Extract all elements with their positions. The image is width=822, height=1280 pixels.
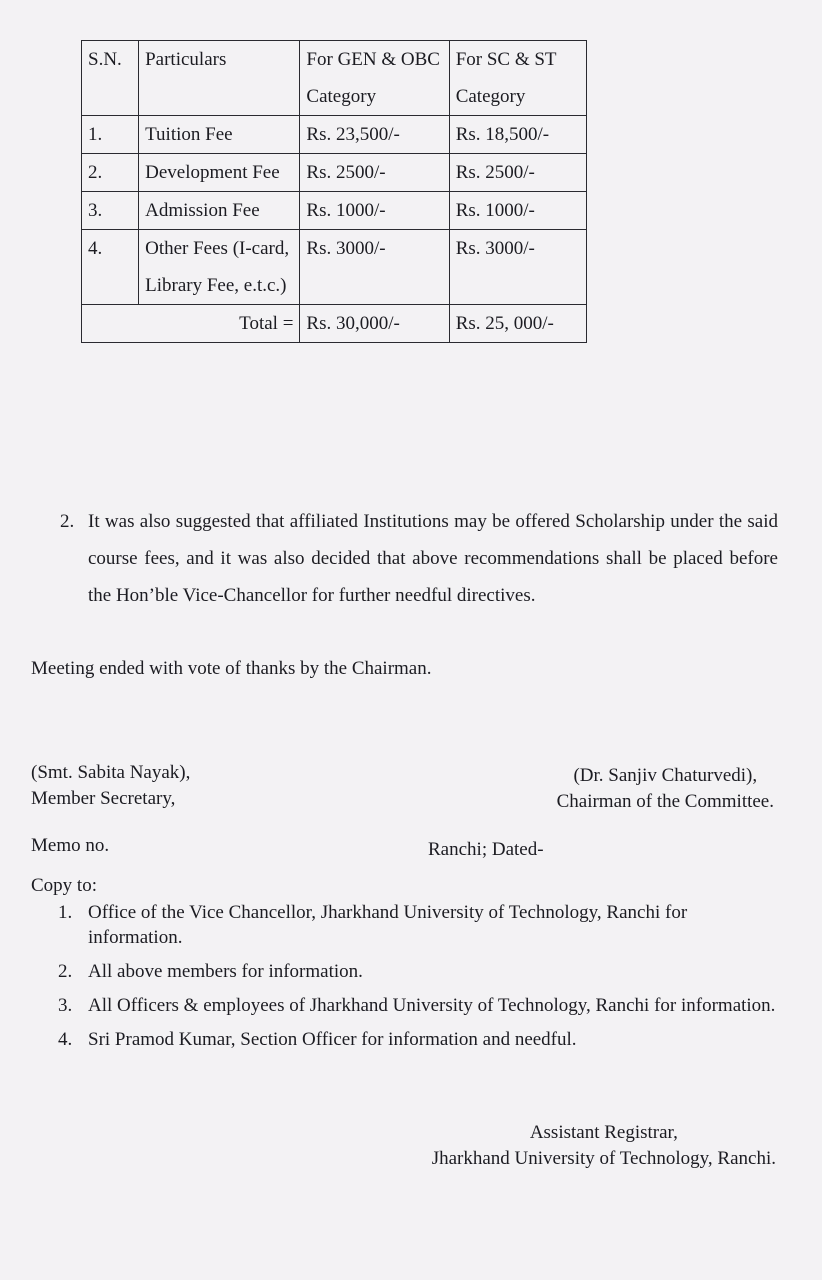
header-gen-obc: For GEN & OBC Category: [300, 41, 449, 116]
registrar-title: Assistant Registrar,: [529, 1122, 678, 1143]
list-item-number: 1.: [58, 902, 73, 923]
registrar-signature: [432, 1120, 776, 1172]
row-gen-obc: Rs. 1000/-: [300, 192, 449, 230]
list-item-text: Sri Pramod Kumar, Section Officer for information and needful.: [88, 1029, 577, 1050]
total-sc-st: Rs. 25, 000/-: [449, 305, 586, 343]
list-item-number: 3.: [58, 995, 73, 1016]
row-sn: 3.: [82, 192, 139, 230]
signatory-left-name: (Smt. Sabita Nayak),: [31, 762, 191, 783]
signatory-right-name: (Dr. Sanjiv Chaturvedi),: [573, 765, 758, 786]
point-text: It was also suggested that affiliated Institutions may be offered Scholarship under the said course fees, and it was also decided that above recommendations shall be placed before the Hon’ble Vice-Chancellor for further needful directives.: [88, 511, 778, 606]
memo-place-date: Ranchi; Dated-: [428, 839, 544, 860]
list-item: [58, 993, 778, 1018]
list-item-number: 4.: [58, 1029, 73, 1050]
header-sn: S.N.: [82, 41, 139, 116]
table-header-row: [82, 41, 587, 116]
point-number: 2.: [60, 511, 75, 532]
row-sc-st: Rs. 18,500/-: [449, 116, 586, 154]
row-sn: 4.: [82, 230, 139, 305]
memo-label: Memo no.: [31, 835, 110, 856]
list-item-number: 2.: [58, 961, 73, 982]
copy-to-heading: Copy to:: [31, 875, 97, 896]
signatory-left: [31, 760, 190, 812]
list-item-text: Office of the Vice Chancellor, Jharkhand University of Technology, Ranchi for information.: [88, 902, 688, 948]
registrar-institution: Jharkhand University of Technology, Ranchi.: [431, 1148, 776, 1169]
list-item-text: All above members for information.: [88, 961, 363, 982]
signatory-right: [557, 763, 774, 815]
list-item: [58, 959, 778, 984]
total-label: Total =: [82, 305, 300, 343]
total-gen-obc: Rs. 30,000/-: [300, 305, 449, 343]
list-item: [58, 900, 778, 950]
fee-table: [81, 40, 587, 343]
row-sc-st: Rs. 2500/-: [449, 154, 586, 192]
signatory-right-title: Chairman of the Committee.: [556, 791, 774, 812]
row-particular: Other Fees (I-card, Library Fee, e.t.c.): [139, 230, 300, 305]
closing-line: Meeting ended with vote of thanks by the Chairman.: [31, 658, 432, 679]
table-row: [82, 116, 587, 154]
list-item: [58, 1027, 778, 1052]
header-particulars: Particulars: [139, 41, 300, 116]
row-gen-obc: Rs. 23,500/-: [300, 116, 449, 154]
table-row: [82, 230, 587, 305]
row-sc-st: Rs. 1000/-: [449, 192, 586, 230]
row-sn: 2.: [82, 154, 139, 192]
row-sc-st: Rs. 3000/-: [449, 230, 586, 305]
row-particular: Development Fee: [139, 154, 300, 192]
row-particular: Tuition Fee: [139, 116, 300, 154]
row-gen-obc: Rs. 3000/-: [300, 230, 449, 305]
header-sc-st: For SC & ST Category: [449, 41, 586, 116]
copy-to-list: [58, 900, 778, 1061]
signatory-left-title: Member Secretary,: [31, 788, 176, 809]
list-item-text: All Officers & employees of Jharkhand University of Technology, Ranchi for information.: [88, 995, 776, 1016]
table-total-row: [82, 305, 587, 343]
table-row: [82, 192, 587, 230]
table-row: [82, 154, 587, 192]
row-gen-obc: Rs. 2500/-: [300, 154, 449, 192]
row-sn: 1.: [82, 116, 139, 154]
row-particular: Admission Fee: [139, 192, 300, 230]
